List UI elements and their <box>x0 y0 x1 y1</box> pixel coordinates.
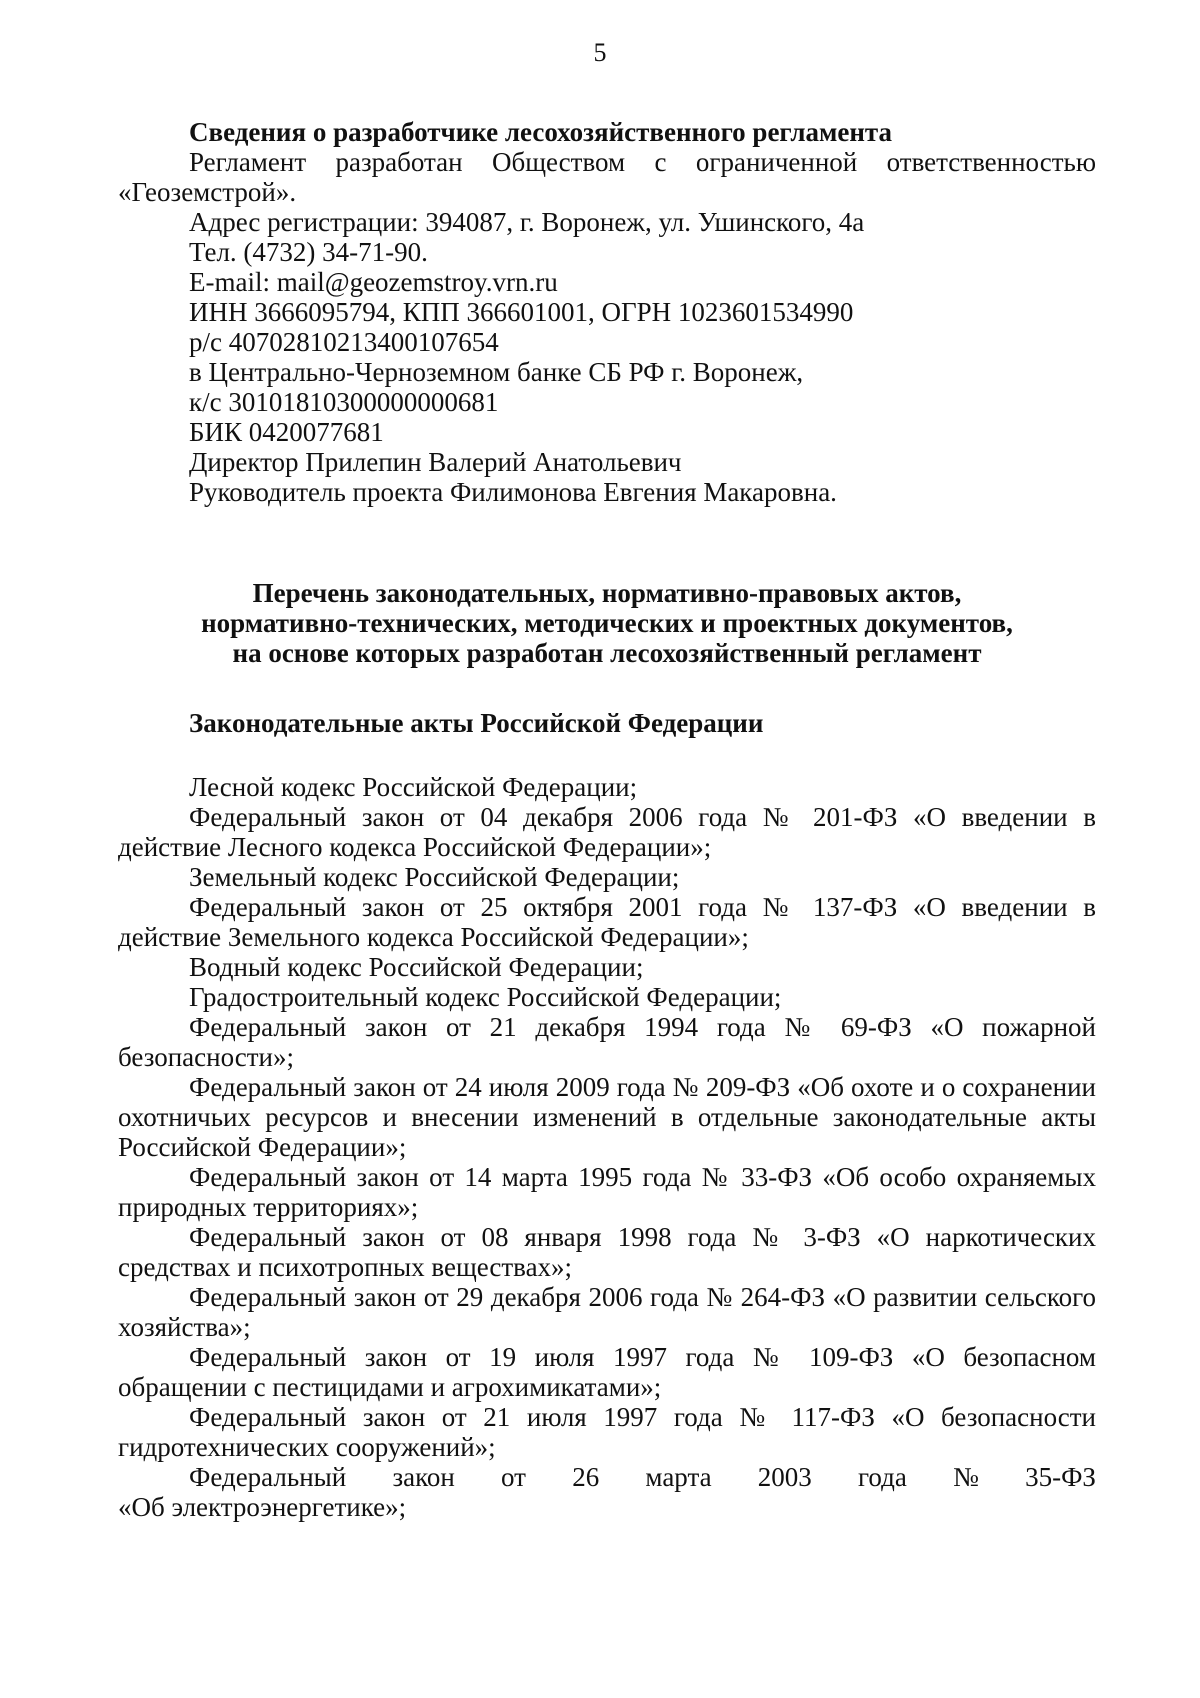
heading-line: Перечень законодательных, нормативно-правовых актов, <box>252 578 962 608</box>
developer-info-section <box>118 117 1096 507</box>
subsection-title: Законодательные акты Российской Федерации <box>189 708 764 738</box>
law-item: Водный кодекс Российской Федерации; <box>189 952 644 982</box>
word: 26 <box>572 1462 600 1492</box>
law-item: Земельный кодекс Российской Федерации; <box>189 862 680 892</box>
law-item: Федеральный закон от 21 декабря 1994 года № 69-ФЗ «О пожарной безопасности»; <box>118 1012 1096 1072</box>
documents-list-heading <box>118 578 1096 668</box>
developer-phone: Тел. (4732) 34-71-90. <box>189 237 428 267</box>
word: года <box>858 1462 907 1492</box>
developer-corr-account: к/с 30101810300000000681 <box>189 387 499 417</box>
law-item: Федеральный закон от 04 декабря 2006 года № 201-ФЗ «О введении в действие Лесного кодекса Российской Федерации»; <box>118 802 1096 862</box>
developer-bik: БИК 0420077681 <box>189 417 384 447</box>
law-item: Федеральный закон от 29 декабря 2006 года № 264-ФЗ «О развитии сельского хозяйства»; <box>118 1282 1096 1342</box>
law-item: Федеральный закон от 25 октября 2001 года № 137-ФЗ «О введении в действие Земельного кодекса Российской Федерации»; <box>118 892 1096 952</box>
law-item-last-second-line: «Об электроэнергетике»; <box>118 1492 407 1522</box>
page-number: 5 <box>593 38 607 67</box>
subsection-heading <box>118 708 1096 738</box>
word: 2003 <box>757 1462 812 1492</box>
law-item: Федеральный закон от 14 марта 1995 года № 33-ФЗ «Об особо охраняемых природных территориях»; <box>118 1162 1096 1222</box>
word: закон <box>392 1462 455 1492</box>
word: № <box>953 1462 979 1492</box>
law-item-last-first-line <box>189 1462 1096 1492</box>
developer-bank: в Центрально-Черноземном банке СБ РФ г. Воронеж, <box>189 357 804 387</box>
law-item: Федеральный закон от 21 июля 1997 года № 117-ФЗ «О безопасности гидротехнических сооружений»; <box>118 1402 1096 1462</box>
law-item-last <box>118 1462 1096 1522</box>
developer-account: р/с 40702810213400107654 <box>189 327 499 357</box>
law-item: Федеральный закон от 08 января 1998 года № 3-ФЗ «О наркотических средствах и психотропных веществах»; <box>118 1222 1096 1282</box>
developer-heading: Сведения о разработчике лесохозяйственного регламента <box>189 117 892 147</box>
heading-line: на основе которых разработан лесохозяйственный регламент <box>232 638 982 668</box>
developer-project-lead: Руководитель проекта Филимонова Евгения Макаровна. <box>189 477 837 507</box>
developer-address: Адрес регистрации: 394087, г. Воронеж, ул. Ушинского, 4а <box>189 207 865 237</box>
law-item: Федеральный закон от 24 июля 2009 года № 209-ФЗ «Об охоте и о сохранении охотничьих ресурсов и внесении изменений в отдельные законодательные акты Российской Федерации»; <box>118 1072 1096 1162</box>
legislative-acts-list <box>118 772 1096 1522</box>
word: марта <box>645 1462 712 1492</box>
law-item: Федеральный закон от 19 июля 1997 года № 109-ФЗ «О безопасном обращении с пестицидами и агрохимикатами»; <box>118 1342 1096 1402</box>
developer-director: Директор Прилепин Валерий Анатольевич <box>189 447 682 477</box>
developer-tax-ids: ИНН 3666095794, КПП 366601001, ОГРН 1023601534990 <box>189 297 854 327</box>
law-item: Лесной кодекс Российской Федерации; <box>189 772 638 802</box>
word: 35-ФЗ <box>1025 1462 1096 1492</box>
heading-line: нормативно-технических, методических и проектных документов, <box>201 608 1013 638</box>
word: Федеральный <box>189 1462 347 1492</box>
word: от <box>501 1462 526 1492</box>
developer-intro: Регламент разработан Обществом с ограниченной ответственностью «Геоземстрой». <box>118 147 1096 207</box>
developer-email: E-mail: mail@geozemstroy.vrn.ru <box>189 267 558 297</box>
law-item: Градостроительный кодекс Российской Федерации; <box>189 982 782 1012</box>
